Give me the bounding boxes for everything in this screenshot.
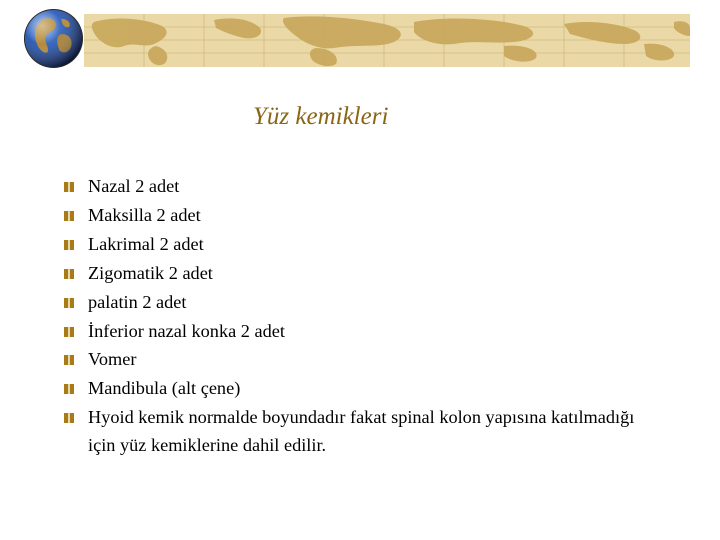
square-bullet-icon xyxy=(63,326,75,338)
list-item-text: Mandibula (alt çene) xyxy=(88,378,241,399)
list-item-text: Vomer xyxy=(88,349,137,370)
list-item xyxy=(63,259,663,288)
list-item xyxy=(63,345,663,374)
list-item-text: Nazal 2 adet xyxy=(88,176,180,196)
square-bullet-icon xyxy=(63,412,75,424)
globe-icon xyxy=(22,7,85,70)
square-bullet-icon xyxy=(63,268,75,280)
list-item xyxy=(63,172,663,201)
square-bullet-icon xyxy=(63,181,75,193)
list-item xyxy=(63,374,663,403)
world-map-icon xyxy=(84,14,690,67)
square-bullet-icon xyxy=(63,383,75,395)
slide-title: Yüz kemikleri xyxy=(253,103,389,130)
list-item xyxy=(63,230,663,259)
square-bullet-icon xyxy=(63,239,75,251)
list-item-text: Lakrimal 2 adet xyxy=(88,233,204,254)
bullet-list xyxy=(63,172,663,459)
list-item xyxy=(63,288,663,317)
square-bullet-icon xyxy=(63,210,75,222)
list-item-text: palatin 2 adet xyxy=(88,291,187,312)
list-item-text: Zigomatik 2 adet xyxy=(88,262,213,283)
list-item-text: İnferior nazal konka 2 adet xyxy=(88,320,285,341)
list-item xyxy=(63,317,663,346)
square-bullet-icon xyxy=(63,297,75,309)
list-item-text: Hyoid kemik normalde boyundadır fakat spinal kolon yapısına katılmadığı için yüz kemiklerine dahil edilir. xyxy=(88,407,635,456)
square-bullet-icon xyxy=(63,354,75,366)
list-item xyxy=(63,403,663,459)
list-item xyxy=(63,201,663,230)
list-item-text: Maksilla 2 adet xyxy=(88,204,201,225)
